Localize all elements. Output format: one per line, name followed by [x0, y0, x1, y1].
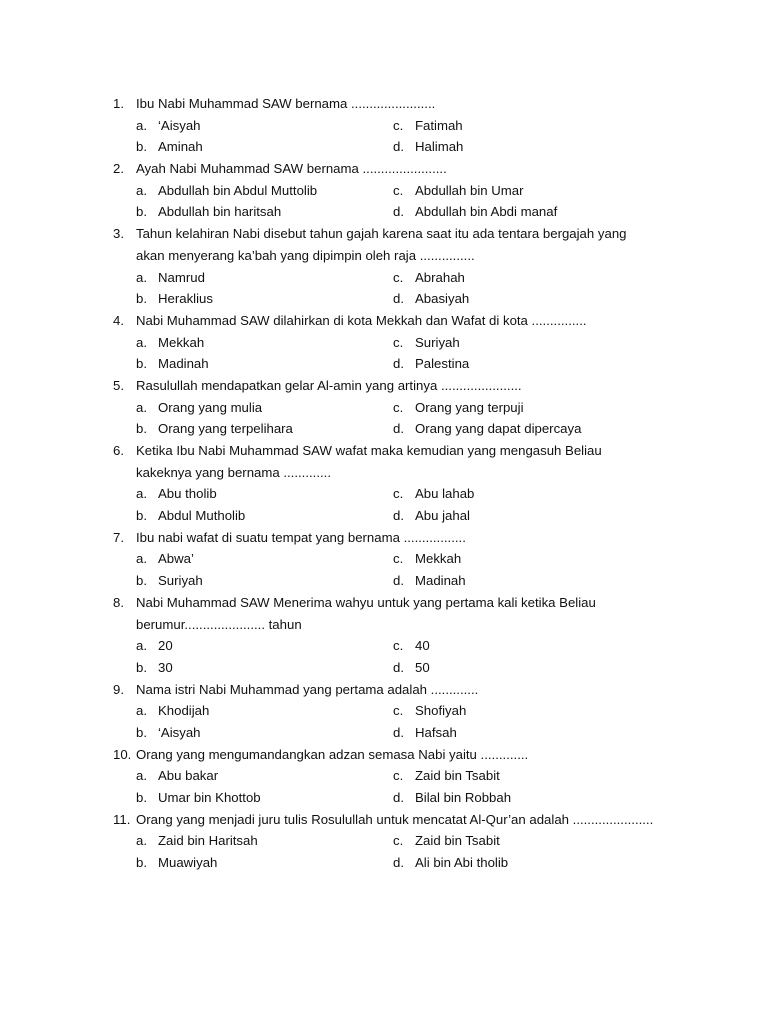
option-text: 40 — [415, 638, 430, 654]
option-letter: d. — [393, 139, 404, 155]
option-letter: b. — [136, 508, 147, 524]
question-text: Ibu nabi wafat di suatu tempat yang bernama ................. — [136, 529, 466, 545]
answer-option — [393, 201, 557, 223]
option-text: 30 — [158, 659, 173, 675]
question-text: Nabi Muhammad SAW Menerima wahyu untuk yang pertama kali ketika Beliau — [136, 594, 596, 610]
answer-option — [393, 353, 469, 375]
option-text: Zaid bin Tsabit — [415, 833, 500, 849]
option-letter: b. — [136, 291, 147, 307]
option-text: ‘Aisyah — [158, 724, 201, 740]
option-letter: c. — [393, 703, 404, 719]
question-item — [0, 679, 768, 744]
option-text: Orang yang dapat dipercaya — [415, 421, 582, 437]
option-letter: b. — [136, 139, 147, 155]
option-row — [0, 700, 768, 722]
option-text: Madinah — [415, 573, 466, 589]
option-text: Abu jahal — [415, 508, 470, 524]
answer-option — [136, 765, 218, 787]
quiz-list — [0, 93, 768, 874]
option-text: Abwa’ — [158, 551, 194, 567]
answer-option — [393, 418, 581, 440]
answer-option — [136, 288, 213, 310]
option-letter: c. — [393, 638, 404, 654]
option-text: Orang yang terpelihara — [158, 421, 293, 437]
answer-option — [136, 570, 203, 592]
question-line-continued — [0, 245, 768, 267]
option-text: Palestina — [415, 356, 470, 372]
option-letter: b. — [136, 855, 147, 871]
option-text: Suriyah — [158, 573, 203, 589]
option-row — [0, 180, 768, 202]
question-item — [0, 223, 768, 310]
answer-option — [136, 722, 201, 744]
answer-option — [393, 765, 500, 787]
option-text: Abu bakar — [158, 768, 219, 784]
option-letter: c. — [393, 334, 404, 350]
option-row — [0, 548, 768, 570]
question-text: Nama istri Nabi Muhammad yang pertama adalah ............. — [136, 681, 479, 697]
option-letter: a. — [136, 334, 147, 350]
option-letter: a. — [136, 117, 147, 133]
option-text: Heraklius — [158, 291, 213, 307]
question-number: 6. — [113, 443, 124, 458]
question-text: Tahun kelahiran Nabi disebut tahun gajah karena saat itu ada tentara bergajah yang — [136, 226, 627, 242]
option-letter: a. — [136, 269, 147, 285]
option-row — [0, 570, 768, 592]
question-line — [0, 744, 768, 766]
option-row — [0, 353, 768, 375]
option-letter: c. — [393, 768, 404, 784]
answer-option — [136, 418, 293, 440]
answer-option — [136, 635, 173, 657]
option-letter: d. — [393, 573, 404, 589]
question-text: Rasulullah mendapatkan gelar Al-amin yang artinya ...................... — [136, 377, 522, 393]
option-text: Mekkah — [158, 334, 205, 350]
option-row — [0, 635, 768, 657]
question-text: Orang yang mengumandangkan adzan semasa Nabi yaitu ............. — [136, 746, 529, 762]
option-letter: c. — [393, 399, 404, 415]
option-text: Madinah — [158, 356, 209, 372]
question-number: 4. — [113, 312, 124, 328]
question-number: 11. — [113, 811, 131, 827]
option-letter: c. — [393, 833, 404, 849]
answer-option — [136, 136, 203, 158]
answer-option — [393, 397, 524, 419]
option-text: Muawiyah — [158, 855, 218, 871]
question-text: berumur...................... tahun — [136, 616, 302, 632]
option-letter: b. — [136, 790, 147, 805]
option-text: Halimah — [415, 139, 464, 155]
answer-option — [136, 201, 281, 223]
option-letter: b. — [136, 724, 147, 740]
answer-option — [136, 548, 194, 570]
answer-option — [393, 852, 508, 874]
option-row — [0, 765, 768, 787]
option-text: Zaid bin Tsabit — [415, 768, 500, 784]
option-text: Suriyah — [415, 334, 460, 350]
option-row — [0, 267, 768, 289]
option-letter: a. — [136, 703, 147, 719]
option-text: Shofiyah — [415, 703, 467, 719]
option-text: Orang yang mulia — [158, 399, 263, 415]
question-number: 5. — [113, 377, 124, 393]
option-letter: c. — [393, 269, 404, 285]
option-letter: c. — [393, 486, 404, 502]
option-text: Abdullah bin Abdi manaf — [415, 204, 558, 220]
question-line — [0, 93, 768, 115]
option-letter: d. — [393, 724, 404, 740]
answer-option — [393, 180, 524, 202]
option-letter: d. — [393, 291, 404, 307]
option-letter: b. — [136, 421, 147, 437]
question-line — [0, 375, 768, 397]
question-text: akan menyerang ka’bah yang dipimpin oleh raja ............... — [136, 247, 475, 263]
question-line — [0, 440, 768, 462]
option-letter: d. — [393, 855, 404, 871]
option-letter: a. — [136, 833, 147, 849]
answer-option — [393, 505, 470, 527]
option-letter: a. — [136, 768, 147, 784]
question-line-continued — [0, 614, 768, 636]
answer-option — [393, 115, 463, 137]
question-item — [0, 440, 768, 527]
option-row — [0, 418, 768, 440]
question-item — [0, 809, 768, 874]
question-line — [0, 223, 768, 245]
question-text: Ketika Ibu Nabi Muhammad SAW wafat maka kemudian yang mengasuh Beliau — [136, 443, 602, 458]
option-letter: d. — [393, 421, 404, 437]
answer-option — [393, 136, 463, 158]
option-letter: d. — [393, 356, 404, 372]
option-letter: d. — [393, 659, 404, 675]
option-text: Abu tholib — [158, 486, 217, 502]
option-letter: c. — [393, 117, 404, 133]
option-text: Abdul Mutholib — [158, 508, 246, 524]
question-text: kakeknya yang bernama ............. — [136, 464, 331, 480]
option-letter: a. — [136, 551, 147, 567]
option-text: Zaid bin Haritsah — [158, 833, 258, 849]
question-number: 3. — [113, 226, 124, 242]
option-text: Abrahah — [415, 269, 465, 285]
answer-option — [136, 700, 209, 722]
option-text: ‘Aisyah — [158, 117, 201, 133]
option-row — [0, 852, 768, 874]
option-text: Abasiyah — [415, 291, 470, 307]
option-text: Umar bin Khottob — [158, 790, 261, 805]
option-text: Abdullah bin Abdul Muttolib — [158, 182, 318, 198]
option-letter: d. — [393, 508, 404, 524]
option-text: 50 — [415, 659, 430, 675]
option-row — [0, 332, 768, 354]
option-letter: c. — [393, 182, 404, 198]
option-text: Khodijah — [158, 703, 210, 719]
question-item — [0, 744, 768, 809]
option-letter: d. — [393, 790, 404, 805]
option-letter: b. — [136, 659, 147, 675]
answer-option — [136, 332, 204, 354]
question-item — [0, 158, 768, 223]
answer-option — [393, 267, 465, 289]
answer-option — [136, 180, 317, 202]
option-text: Namrud — [158, 269, 205, 285]
option-row — [0, 657, 768, 679]
option-text: Fatimah — [415, 117, 463, 133]
question-text: Ayah Nabi Muhammad SAW bernama ....................... — [136, 161, 447, 177]
answer-option — [136, 830, 258, 852]
option-row — [0, 397, 768, 419]
answer-option — [136, 483, 217, 505]
option-row — [0, 115, 768, 137]
question-number: 7. — [113, 529, 124, 545]
option-text: Orang yang terpuji — [415, 399, 524, 415]
question-item — [0, 375, 768, 440]
question-line — [0, 809, 768, 831]
option-text: Bilal bin Robbah — [415, 790, 512, 805]
option-text: Abdullah bin haritsah — [158, 204, 282, 220]
option-text: 20 — [158, 638, 173, 654]
answer-option — [136, 115, 201, 137]
question-line-continued — [0, 462, 768, 484]
option-text: Ali bin Abi tholib — [415, 855, 509, 871]
question-line — [0, 679, 768, 701]
option-letter: a. — [136, 399, 147, 415]
option-letter: b. — [136, 573, 147, 589]
option-letter: a. — [136, 182, 147, 198]
option-row — [0, 201, 768, 223]
answer-option — [393, 657, 430, 679]
answer-option — [393, 288, 469, 310]
option-letter: d. — [393, 204, 404, 220]
answer-option — [136, 852, 217, 874]
option-text: Hafsah — [415, 724, 457, 740]
question-text: Nabi Muhammad SAW dilahirkan di kota Mekkah dan Wafat di kota ............... — [136, 312, 587, 328]
answer-option — [393, 483, 474, 505]
option-text: Abu lahab — [415, 486, 475, 502]
option-letter: b. — [136, 204, 147, 220]
question-number: 8. — [113, 594, 124, 610]
option-row — [0, 722, 768, 744]
answer-option — [393, 722, 457, 744]
answer-option — [393, 332, 460, 354]
option-row — [0, 787, 768, 809]
question-item — [0, 310, 768, 375]
option-row — [0, 483, 768, 505]
option-text: Aminah — [158, 139, 203, 155]
answer-option — [393, 635, 430, 657]
question-number: 10. — [113, 746, 132, 762]
option-row — [0, 830, 768, 852]
answer-option — [393, 787, 511, 809]
question-line — [0, 310, 768, 332]
answer-option — [136, 505, 245, 527]
answer-option — [393, 570, 466, 592]
question-item — [0, 527, 768, 592]
answer-option — [136, 657, 173, 679]
option-letter: a. — [136, 486, 147, 502]
answer-option — [393, 548, 461, 570]
option-text: Abdullah bin Umar — [415, 182, 524, 198]
option-letter: b. — [136, 356, 147, 372]
option-row — [0, 288, 768, 310]
question-line — [0, 592, 768, 614]
question-number: 9. — [113, 681, 124, 697]
question-line — [0, 527, 768, 549]
answer-option — [136, 787, 261, 809]
option-row — [0, 136, 768, 158]
question-number: 1. — [113, 96, 124, 111]
option-row — [0, 505, 768, 527]
answer-option — [136, 267, 205, 289]
option-letter: a. — [136, 638, 147, 654]
question-item — [0, 93, 768, 158]
answer-option — [136, 397, 262, 419]
question-text: Ibu Nabi Muhammad SAW bernama ....................... — [136, 96, 436, 111]
option-letter: c. — [393, 551, 404, 567]
answer-option — [393, 700, 466, 722]
answer-option — [136, 353, 209, 375]
question-text: Orang yang menjadi juru tulis Rosulullah untuk mencatat Al-Qur’an adalah ...................... — [136, 811, 654, 827]
question-item — [0, 592, 768, 679]
question-line — [0, 158, 768, 180]
question-number: 2. — [113, 161, 124, 177]
answer-option — [393, 830, 500, 852]
option-text: Mekkah — [415, 551, 462, 567]
